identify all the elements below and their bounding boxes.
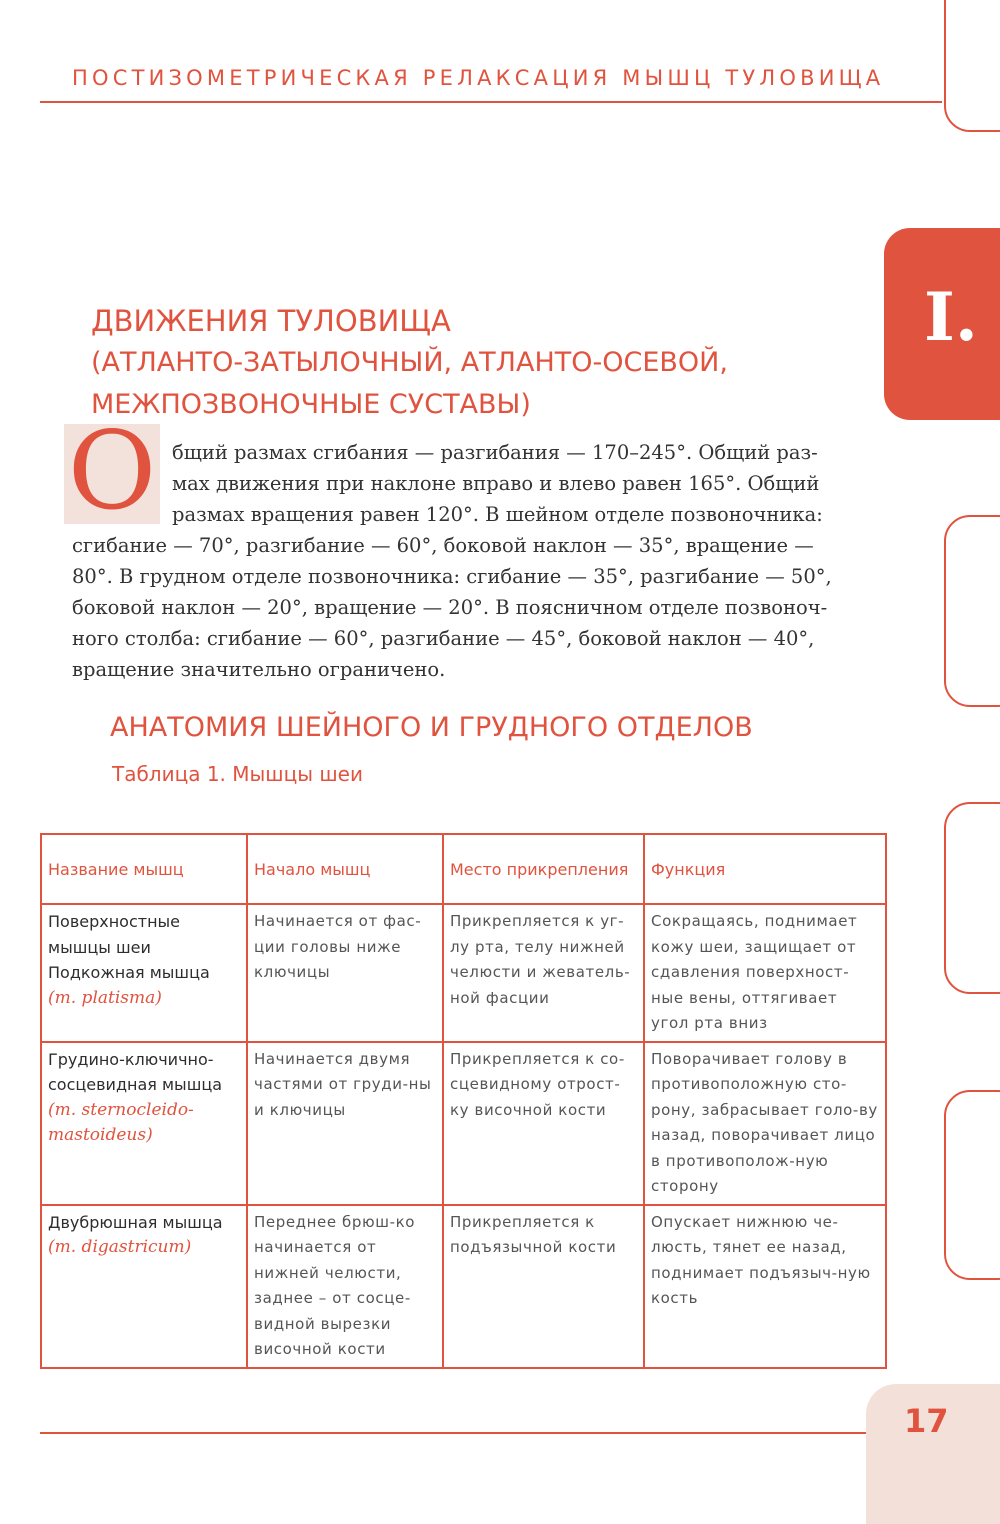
table-header-row	[41, 834, 886, 904]
paragraph-line: боковой наклон — 20°, вращение — 20°. В поясничном отделе позвоноч-	[72, 596, 828, 619]
muscle-name-cell	[41, 1042, 247, 1205]
origin-cell: Начинается от фас-ции головы ниже ключицы	[247, 904, 443, 1042]
body-paragraph	[72, 437, 852, 685]
edge-tab-4	[944, 802, 1000, 994]
subsection-title: АНАТОМИЯ ШЕЙНОГО И ГРУДНОГО ОТДЕЛОВ	[110, 712, 753, 743]
header-rule	[40, 101, 942, 103]
page-number-box	[866, 1384, 1000, 1524]
edge-tab-5	[944, 1090, 1000, 1280]
origin-cell: Начинается двумя частями от груди-ны и ключицы	[247, 1042, 443, 1205]
muscle-name-cell	[41, 1205, 247, 1368]
paragraph-line: 80°. В грудном отделе позвоночника: сгибание — 35°, разгибание — 50°,	[72, 565, 832, 588]
paragraph-line: мах движения при наклоне вправо и влево равен 165°. Общий	[172, 472, 820, 495]
muscle-name: Поверхностные мышцы шеи Подкожная мышца	[48, 912, 210, 982]
muscles-table	[40, 833, 887, 1369]
table-caption: Таблица 1. Мышцы шеи	[112, 762, 363, 786]
table-row	[41, 1205, 886, 1368]
section-title-line-3: МЕЖПОЗВОНОЧНЫЕ СУСТАВЫ)	[91, 389, 531, 420]
table-row	[41, 1042, 886, 1205]
section-title	[91, 300, 881, 426]
table-header-cell: Начало мышц	[247, 834, 443, 904]
edge-tab-top	[944, 0, 1000, 132]
paragraph-line: вращение значительно ограничено.	[72, 658, 446, 681]
paragraph-line: бщий размах сгибания — разгибания — 170–245°. Общий раз-	[172, 441, 818, 464]
insertion-cell: Прикрепляется к уг-лу рта, телу нижней челюсти и жеватель-ной фасции	[443, 904, 644, 1042]
edge-tab-3	[944, 515, 1000, 707]
function-cell: Сокращаясь, поднимает кожу шеи, защищает от сдавления поверхност-ные вены, оттягивает угол рта вниз	[644, 904, 886, 1042]
muscle-name: Грудино-ключично-сосцевидная мышца	[48, 1049, 223, 1094]
origin-cell: Переднее брюш-ко начинается от нижней челюсти, заднее – от сосце-видной вырезки височной кости	[247, 1205, 443, 1368]
chapter-tab	[884, 228, 1000, 420]
page-number: 17	[904, 1402, 949, 1440]
muscle-name: Двубрюшная мышца	[48, 1212, 223, 1232]
table-row	[41, 904, 886, 1042]
paragraph-line: размах вращения равен 120°. В шейном отделе позвоночника:	[172, 503, 823, 526]
insertion-cell: Прикрепляется к подъязычной кости	[443, 1205, 644, 1368]
drop-cap: О	[64, 424, 160, 524]
muscle-latin-name: (m. digastricum)	[48, 1237, 192, 1257]
paragraph-line: ного столба: сгибание — 60°, разгибание — 45°, боковой наклон — 40°,	[72, 627, 815, 650]
function-cell: Опускает нижнюю че-люсть, тянет ее назад, поднимает подъязыч-ную кость	[644, 1205, 886, 1368]
muscle-name-cell	[41, 904, 247, 1042]
insertion-cell: Прикрепляется к со-сцевидному отрост-ку височной кости	[443, 1042, 644, 1205]
paragraph-line: сгибание — 70°, разгибание — 60°, боковой наклон — 35°, вращение —	[72, 534, 814, 557]
function-cell: Поворачивает голову в противоположную сто-рону, забрасывает голо-ву назад, поворачивает лицо в противополож-ную сторону	[644, 1042, 886, 1205]
footer-rule	[40, 1432, 866, 1434]
chapter-label: I.	[924, 278, 978, 356]
table-header-cell: Функция	[644, 834, 886, 904]
table-header-cell: Место прикрепления	[443, 834, 644, 904]
section-title-line-2: (АТЛАНТО-ЗАТЫЛОЧНЫЙ, АТЛАНТО-ОСЕВОЙ,	[91, 347, 728, 378]
table-header-cell: Название мышц	[41, 834, 247, 904]
section-title-line-1: ДВИЖЕНИЯ ТУЛОВИЩА	[91, 304, 451, 338]
running-head: ПОСТИЗОМЕТРИЧЕСКАЯ РЕЛАКСАЦИЯ МЫШЦ ТУЛОВИЩА	[72, 66, 885, 90]
muscle-latin-name: (m. sternocleido-mastoideus)	[48, 1099, 194, 1145]
muscle-latin-name: (m. platisma)	[48, 987, 162, 1008]
